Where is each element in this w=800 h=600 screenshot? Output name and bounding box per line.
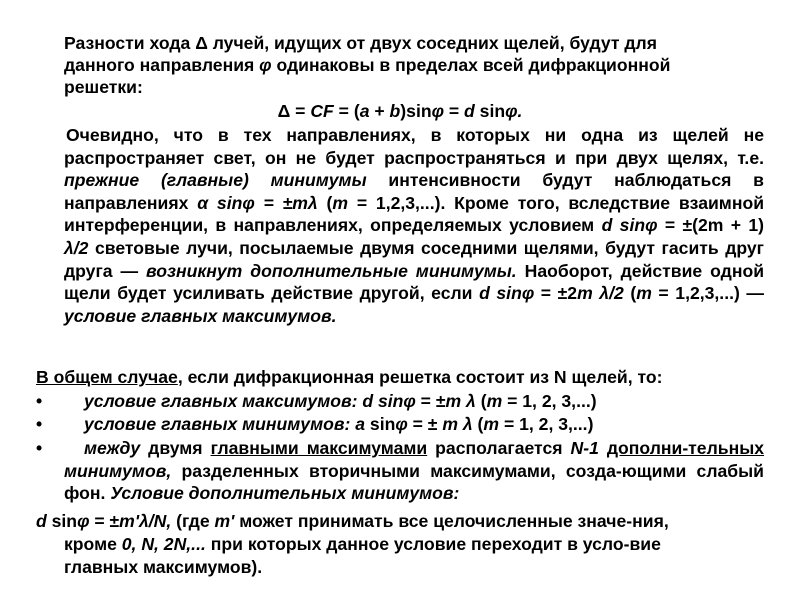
bullet-3-text xyxy=(599,438,607,458)
p2-text: ( xyxy=(317,192,333,213)
bullet-1-marker: • xyxy=(36,391,43,411)
bullet-2-italic: m λ xyxy=(442,414,473,434)
bullet-3-italic: между xyxy=(84,438,141,458)
bullet-2-italic: φ xyxy=(395,414,408,434)
p2-italic: условие главных максимумов. xyxy=(64,305,337,326)
bullet-3-italic: Условие дополнительных минимумов: xyxy=(110,483,460,504)
additional-minima-condition-line-3 xyxy=(64,556,262,579)
bullet-1-text: = ± xyxy=(415,391,446,411)
p2-italic: λ/2 xyxy=(64,237,89,258)
p2-italic: m xyxy=(636,283,652,304)
bullet-3-text: располагается xyxy=(427,438,571,458)
bullet-2-text: = 1, 2, 3,...) xyxy=(499,414,594,434)
formula-part: )sin xyxy=(400,101,432,121)
formula-part: = xyxy=(443,101,465,121)
last-italic: 0, N, 2N,... xyxy=(121,534,206,554)
additional-minima-condition-line-2 xyxy=(64,533,661,556)
formula-cf: CF xyxy=(310,101,334,121)
bullet-1-text: = 1, 2, 3,...) xyxy=(502,391,597,411)
bullet-2-marker: • xyxy=(36,414,43,434)
formula-phi: φ. xyxy=(505,101,523,121)
p2-italic: α sinφ = ±mλ xyxy=(197,192,318,213)
p2-italic: возникнут дополнительные минимумы. xyxy=(146,260,517,281)
bullet-1-italic: m λ xyxy=(445,391,476,411)
p2-text: Очевидно, что в тех направлениях, в которых ни одна из щелей не распространяет свет, он не будет распространяться и при двух щелях, т.е. xyxy=(64,125,764,168)
general-case-text: , если дифракционная решетка состоит из N щелей, то: xyxy=(177,367,663,387)
intro-line-3 xyxy=(64,76,143,99)
formula-b: b xyxy=(389,101,401,121)
last-text: = ± xyxy=(89,511,120,531)
last-text: может принимать все целочисленные значе-ния, xyxy=(234,511,669,531)
last-text: sin xyxy=(46,511,78,531)
intro-text-2a: данного направления xyxy=(64,55,260,75)
p2-text: = 1,2,3,...) — xyxy=(651,283,764,304)
bullet-2-italic: m xyxy=(483,414,500,434)
formula-a: a xyxy=(359,101,370,121)
last-italic: m' xyxy=(214,511,235,531)
bullet-2-italic: условие главных минимумов: a xyxy=(84,414,366,434)
formula-part: = ( xyxy=(333,101,360,121)
bullet-2-text: ( xyxy=(472,414,484,434)
bullet-2-text: sin xyxy=(365,414,396,434)
formula-part: sin xyxy=(474,101,506,121)
p2-italic: m λ/2 xyxy=(577,283,624,304)
p2-text: = 1,2,3,...). Кроме того, вследствие взаимной интерференции, в направлениях, определяемых условием xyxy=(64,192,765,236)
additional-minima-condition-line-1 xyxy=(36,510,669,533)
intro-line-2 xyxy=(64,54,670,77)
formula-part: + xyxy=(369,101,390,121)
bullet-3-underlined: главными максимумами xyxy=(210,438,428,458)
p2-italic: m xyxy=(332,192,349,213)
main-paragraph xyxy=(64,124,764,327)
bullet-1-text: ( xyxy=(475,391,487,411)
p2-italic: прежние (главные) минимумы xyxy=(64,170,367,191)
p2-text: Наоборот, действие одной щели будет усиливать действие другой, если xyxy=(64,260,765,304)
p2-italic: d sinφ xyxy=(479,283,535,304)
last-text: (где xyxy=(171,511,215,531)
bullet-3-italic: N-1 xyxy=(570,438,599,458)
bullet-3-text: разделенных вторичными максимумами, созда-ющими слабый фон. xyxy=(64,460,764,504)
last-text: главных максимумов). xyxy=(64,557,263,577)
bullet-1-italic: m xyxy=(486,391,503,411)
general-case-line xyxy=(36,366,662,389)
bullet-3-underlined: дополни-тельных xyxy=(606,438,765,458)
last-text: кроме xyxy=(64,534,122,554)
p2-text: интенсивности будут наблюдаться в направлениях xyxy=(64,170,764,213)
bullet-3-text: двумя xyxy=(140,438,211,458)
formula-part: Δ = xyxy=(277,101,311,121)
bullet-2-text: = ± xyxy=(407,414,443,434)
p2-text: = ±2 xyxy=(534,283,578,304)
p2-italic: d sinφ xyxy=(601,215,658,236)
intro-text-1: Разности хода Δ лучей, идущих от двух соседних щелей, будут для xyxy=(64,33,657,53)
bullet-1-italic: условие главных максимумов: d sinφ xyxy=(84,391,416,411)
last-italic: d xyxy=(36,511,47,531)
last-text: при которых данное условие переходит в усло-вие xyxy=(205,534,661,554)
formula-phi: φ xyxy=(431,101,444,121)
phi-symbol: φ xyxy=(259,55,272,75)
general-case-underlined: В общем случае xyxy=(36,367,178,387)
intro-text-2b: одинаковы в пределах всей дифракционной xyxy=(271,55,671,75)
bullet-2 xyxy=(84,413,593,436)
p2-text: световые лучи, посылаемые двумя соседними щелями, будут гасить друг друга — xyxy=(64,237,764,281)
path-difference-formula xyxy=(0,100,800,123)
p2-text: ( xyxy=(623,283,637,304)
last-italic: m'λ/N, xyxy=(119,511,172,531)
intro-line-1 xyxy=(64,32,657,55)
bullet-3-marker: • xyxy=(36,438,43,458)
p2-text: = ±(2m + 1) xyxy=(657,215,764,236)
bullet-1 xyxy=(84,390,597,413)
last-italic: φ xyxy=(77,511,90,531)
intro-text-3: решетки: xyxy=(64,77,143,97)
bullet-3 xyxy=(64,437,764,505)
bullet-3-italic: минимумов, xyxy=(64,460,172,481)
formula-d: d xyxy=(464,101,475,121)
